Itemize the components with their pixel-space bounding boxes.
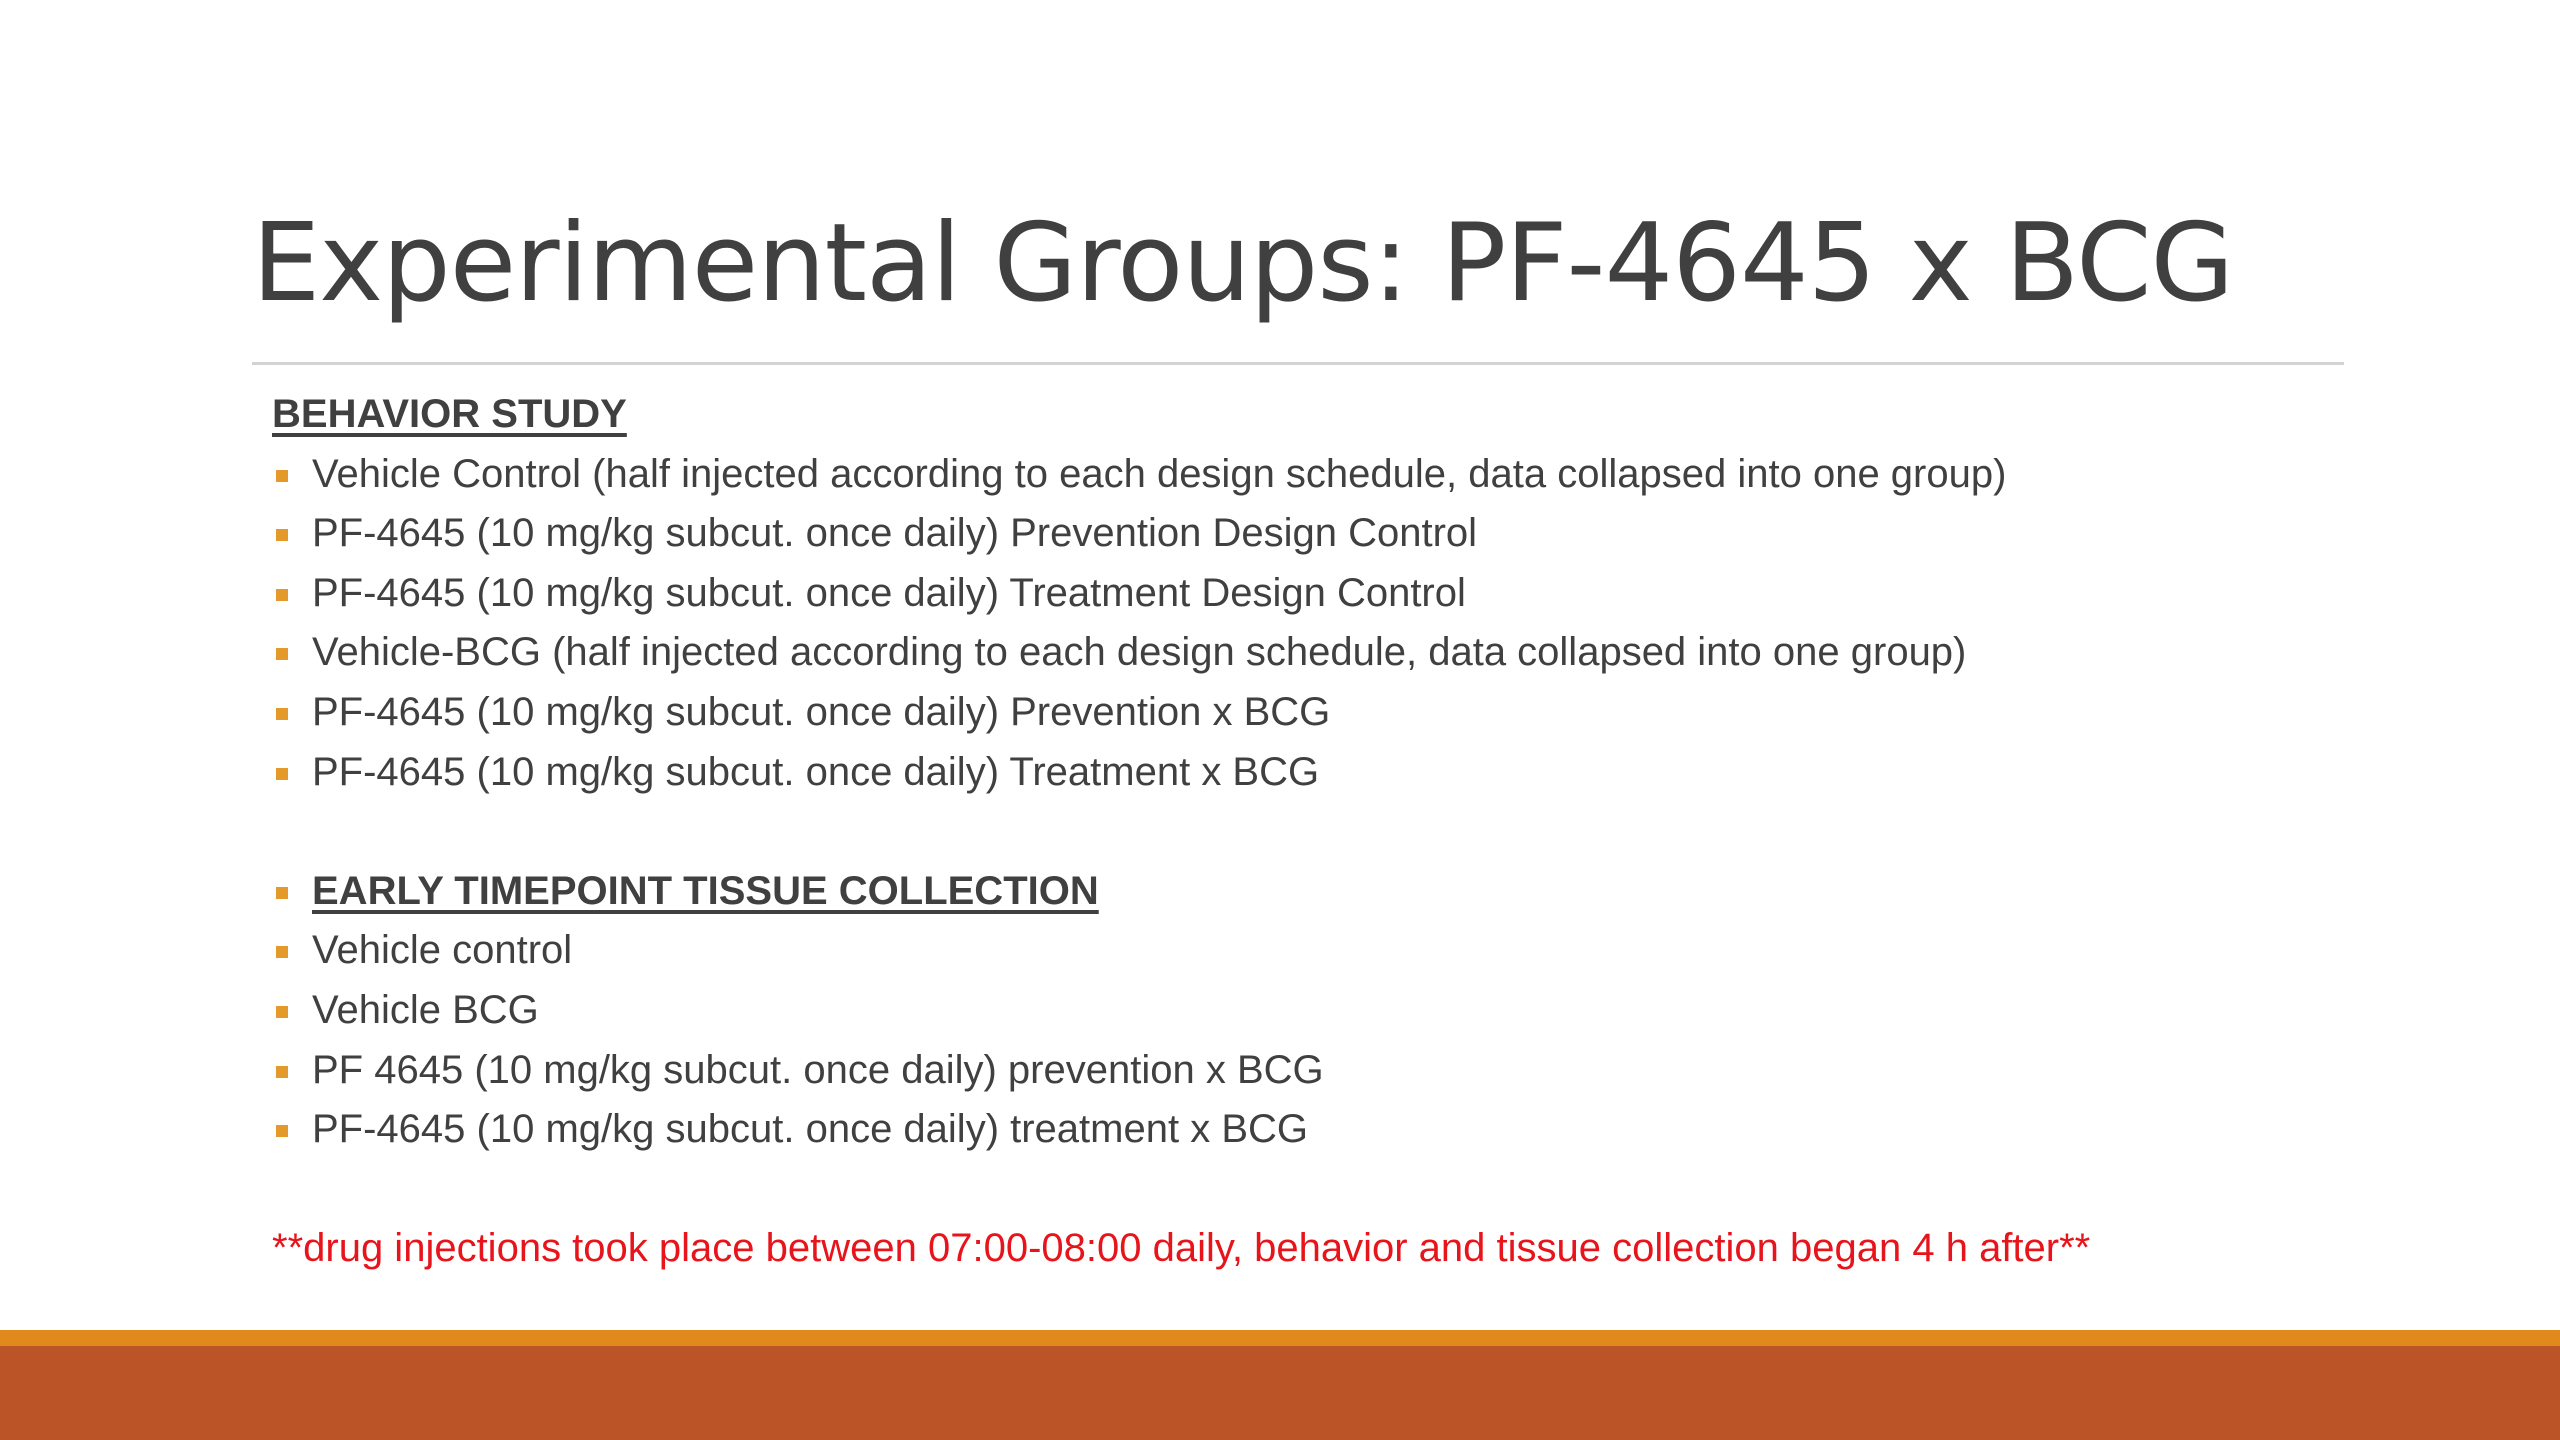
behavior-study-heading: BEHAVIOR STUDY — [272, 392, 627, 436]
behavior-item: PF-4645 (10 mg/kg subcut. once daily) Treatment Design Control — [272, 564, 2322, 624]
behavior-item: PF-4645 (10 mg/kg subcut. once daily) Prevention Design Control — [272, 504, 2322, 564]
injection-note: **drug injections took place between 07:00-08:00 daily, behavior and tissue collection began 4 h after** — [272, 1226, 2091, 1271]
behavior-item: PF-4645 (10 mg/kg subcut. once daily) Prevention x BCG — [272, 683, 2322, 743]
tissue-item: Vehicle BCG — [272, 981, 2322, 1041]
tissue-collection-heading-item — [272, 862, 2322, 922]
title-divider — [252, 362, 2344, 365]
tissue-item: Vehicle control — [272, 921, 2322, 981]
behavior-item: Vehicle-BCG (half injected according to each design schedule, data collapsed into one group) — [272, 623, 2322, 683]
footer-band — [0, 1346, 2560, 1440]
slide-content — [272, 385, 2322, 1279]
tissue-item: PF-4645 (10 mg/kg subcut. once daily) treatment x BCG — [272, 1100, 2322, 1160]
slide-title: Experimental Groups: PF-4645 x BCG — [252, 201, 2234, 326]
behavior-item: Vehicle Control (half injected according to each design schedule, data collapsed into one group) — [272, 445, 2322, 505]
behavior-item: PF-4645 (10 mg/kg subcut. once daily) Treatment x BCG — [272, 743, 2322, 803]
section-spacer — [272, 802, 2322, 862]
section-spacer — [272, 1160, 2322, 1220]
tissue-collection-heading: EARLY TIMEPOINT TISSUE COLLECTION — [312, 868, 1099, 913]
footer-accent-line — [0, 1330, 2560, 1346]
tissue-item: PF 4645 (10 mg/kg subcut. once daily) prevention x BCG — [272, 1041, 2322, 1101]
